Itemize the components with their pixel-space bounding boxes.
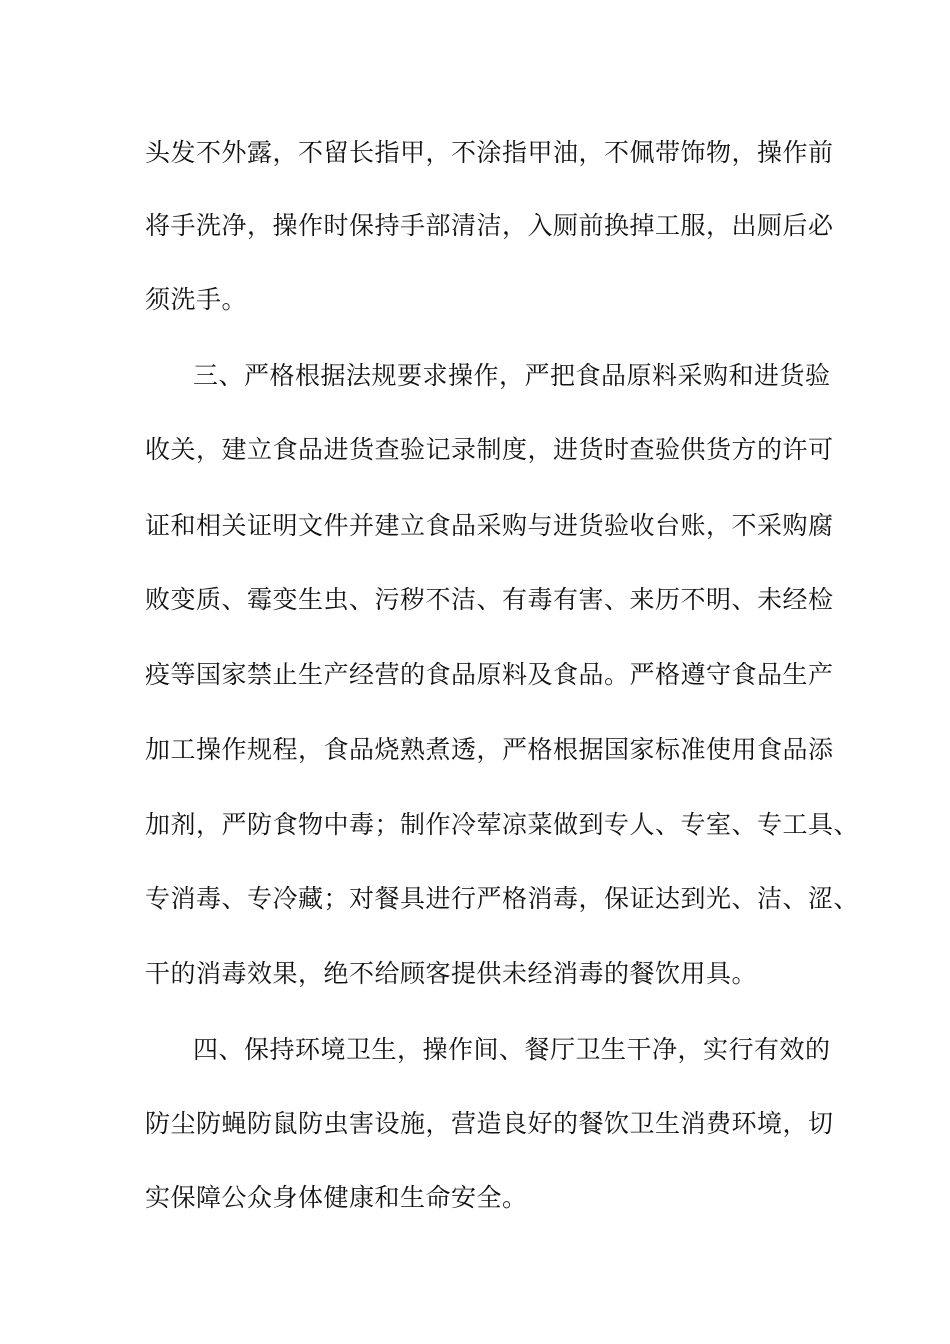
text-line: 四、保持环境卫生，操作间、餐厅卫生干净，实行有效的 — [193, 1035, 831, 1064]
text-line: 头发不外露，不留长指甲，不涂指甲油，不佩带饰物，操作前 — [145, 138, 834, 167]
text-line: 将手洗净，操作时保持手部清洁，入厕前换掉工服，出厕后必 — [145, 211, 834, 240]
text-line: 专消毒、专冷藏；对餐具进行严格消毒，保证达到光、洁、涩、 — [145, 884, 860, 913]
text-line: 加工操作规程，食品烧熟煮透，严格根据国家标准使用食品添 — [145, 735, 834, 764]
text-line: 须洗手。 — [145, 285, 248, 314]
text-line: 败变质、霉变生虫、污秽不洁、有毒有害、来历不明、未经检 — [145, 585, 834, 614]
text-line: 三、严格根据法规要求操作，严把食品原料采购和进货验 — [193, 361, 831, 390]
text-line: 收关，建立食品进货查验记录制度，进货时查验供货方的许可 — [145, 435, 834, 464]
text-line: 证和相关证明文件并建立食品采购与进货验收台账，不采购腐 — [145, 511, 834, 540]
text-line: 疫等国家禁止生产经营的食品原料及食品。严格遵守食品生产 — [145, 660, 834, 689]
text-line: 干的消毒效果，绝不给顾客提供未经消毒的餐饮用具。 — [145, 959, 758, 988]
text-line: 加剂，严防食物中毒；制作冷荤凉菜做到专人、专室、专工具、 — [145, 810, 860, 839]
text-line: 实保障公众身体健康和生命安全。 — [145, 1183, 528, 1212]
text-line: 防尘防蝇防鼠防虫害设施，营造良好的餐饮卫生消费环境，切 — [145, 1109, 834, 1138]
